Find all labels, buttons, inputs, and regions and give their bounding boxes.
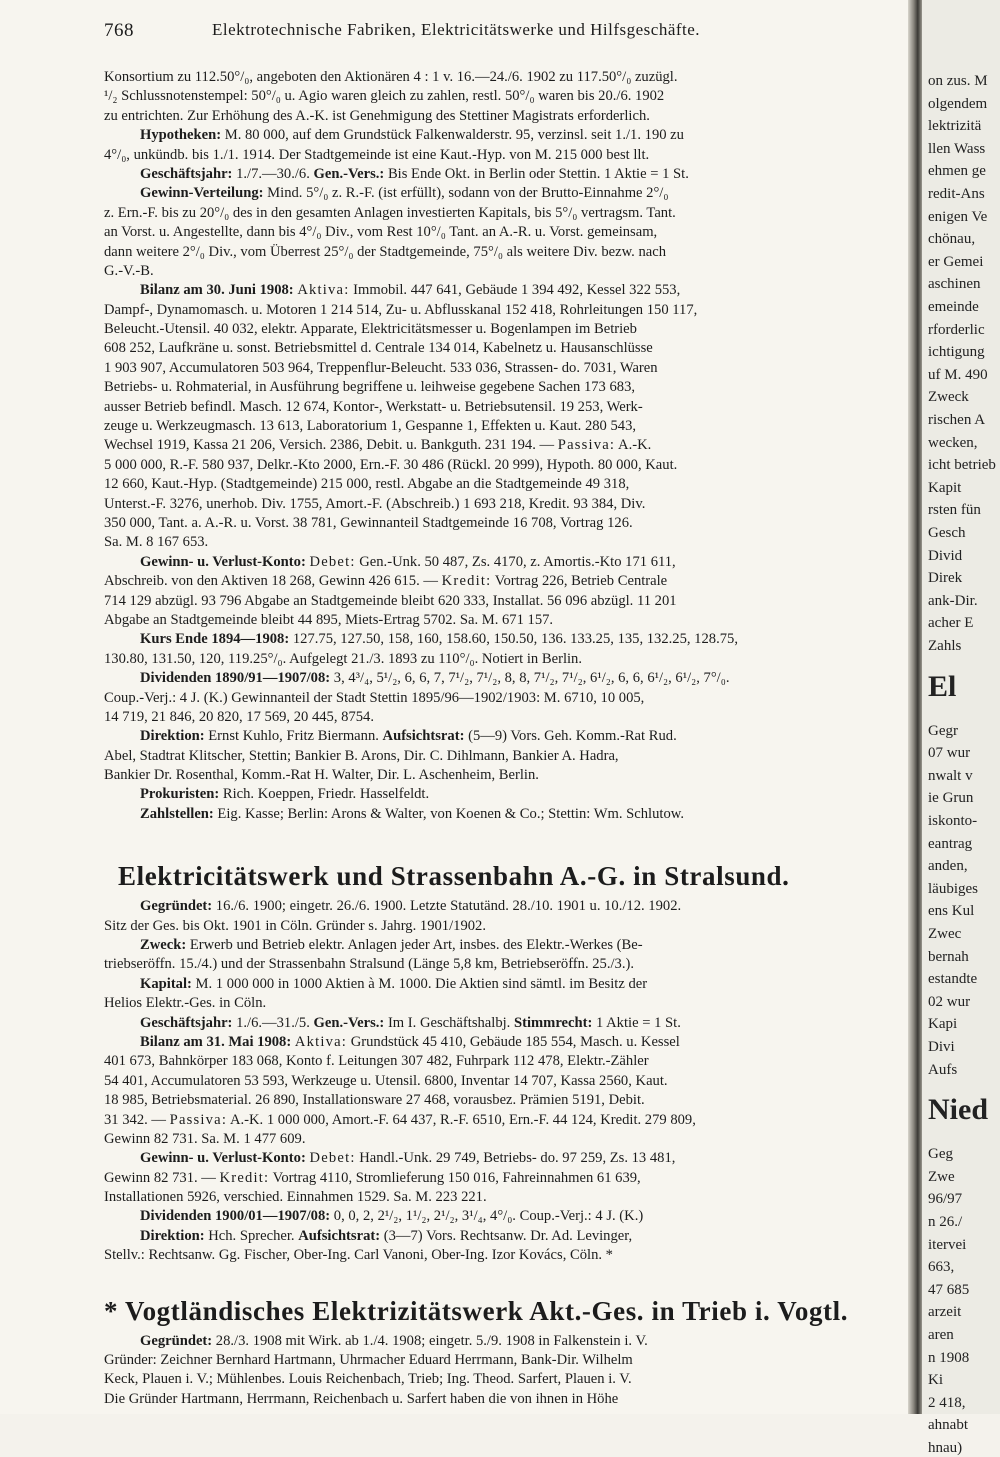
entry-text: Gewinn 82 731. Sa. M. 1 477 609. — [104, 1130, 306, 1147]
entry-text: Gen.-Unk. 50 487, Zs. 4170, z. Amortis.-Kto 171 611, — [355, 553, 676, 570]
text-line — [104, 146, 904, 165]
entry-label: Geschäftsjahr: — [140, 165, 233, 182]
entry-text: Mind. 5°/₀ z. R.-F. (ist erfüllt), sodann von der Brutto-Einnahme 2°/₀ — [263, 185, 669, 202]
text-line — [104, 223, 904, 242]
entry-text: 54 401, Accumulatoren 53 593, Werkzeuge u. Utensil. 6800, Inventar 14 707, Kassa 2560, Kaut. — [104, 1072, 668, 1089]
adjacent-page-fragment: er Gemei — [928, 253, 984, 270]
entry-text: Debet: — [309, 1150, 356, 1167]
entry-text: Sa. M. 8 167 653. — [104, 534, 209, 551]
text-line — [104, 708, 904, 727]
entry-text: Gewinn 82 731. — — [104, 1169, 220, 1186]
text-line — [104, 1072, 904, 1091]
entry-text: Im I. Geschäftshalbj. — [384, 1014, 514, 1031]
adjacent-page-fragment: iskonto- — [928, 813, 978, 829]
adjacent-page-fragment: ehmen ge — [928, 163, 986, 180]
text-line — [104, 262, 904, 281]
entry-text: Handl.-Unk. 29 749, Betriebs- do. 97 259, Zs. 13 481, — [355, 1150, 676, 1167]
text-line — [104, 495, 904, 514]
adjacent-page-fragment: Divid — [928, 547, 963, 564]
adjacent-page-fragment: enigen Ve — [928, 208, 988, 225]
entry-text: Bankier Dr. Rosenthal, Komm.-Rat H. Walter, Dir. L. Aschenheim, Berlin. — [104, 767, 539, 784]
text-line — [104, 1370, 904, 1389]
entry-label: Bilanz am 31. Mai 1908: — [140, 1033, 292, 1050]
entry-text: 350 000, Tant. a. A.-R. u. Vorst. 38 781, Gewinnanteil Stadtgemeinde 16 708, Vortrag 126. — [104, 514, 633, 531]
text-line — [104, 572, 904, 591]
entry-label: Dividenden 1900/01—1907/08: — [140, 1208, 331, 1225]
adjacent-page-fragment: rischen A — [928, 412, 986, 428]
text-line — [104, 936, 904, 955]
adjacent-page-fragment: on zus. M — [928, 73, 988, 89]
text-line — [104, 1207, 904, 1226]
adjacent-page-fragment: rforderlic — [928, 321, 985, 338]
text-line — [104, 1130, 904, 1149]
entry-label: Gen.-Vers.: — [313, 165, 385, 182]
adjacent-page-edge — [922, 0, 1000, 1456]
entry-text: A.-K. 1 000 000, Amort.-F. 64 437, R.-F. 6510, Ern.-F. 44 124, Kredit. 279 809, — [227, 1111, 696, 1128]
entry-text: Coup.-Verj.: 4 J. (K.) Gewinnanteil der Stadt Stettin 1895/96—1902/1903: M. 6710, 10 005, — [104, 689, 645, 706]
text-line — [104, 975, 904, 994]
company-heading-stralsund: Elektricitätswerk und Strassenbahn A.-G. in Stralsund. — [118, 861, 790, 892]
entry-text: 608 252, Laufkräne u. sonst. Betriebsmittel d. Centrale 134 014, Kabelnetz u. Hausanschlüsse — [104, 340, 653, 357]
adjacent-page-fragment: nwalt v — [928, 767, 973, 784]
entry-text: Passiva: — [557, 437, 616, 454]
text-line — [104, 766, 904, 785]
adjacent-page-fragment: eantrag — [928, 835, 973, 852]
adjacent-page-fragment: lektrizitä — [928, 118, 982, 135]
text-line — [104, 994, 904, 1013]
entry-text: zeuge u. Werkzeugmasch. 13 613, Laboratorium 1, Gespanne 1, Effekten u. Kaut. 280 543, — [104, 418, 637, 435]
entry-text: 14 719, 21 846, 20 820, 17 569, 20 445, 8754. — [104, 708, 374, 725]
entry-label: Geschäftsjahr: — [140, 1014, 233, 1031]
adjacent-page-fragment: redit-Ans — [928, 186, 985, 202]
adjacent-page-fragment: ahnabt — [928, 1417, 968, 1434]
entry-text: Wechsel 1919, Kassa 21 206, Versich. 2386, Debit. u. Bankguth. 231 194. — — [104, 437, 558, 454]
entry-text: triebseröffn. 15./4.) und der Strassenbahn Stralsund (Länge 5,8 km, Betriebseröffn. 25./3.). — [104, 956, 634, 973]
text-line — [104, 1111, 904, 1130]
entry-label: Gegründet: — [140, 1332, 213, 1349]
adjacent-page-fragment: Kapit — [928, 479, 962, 496]
entry-label: Zahlstellen: — [140, 805, 214, 822]
entry-text: Kredit: — [441, 573, 492, 590]
entry-text: Kredit: — [219, 1169, 270, 1186]
adjacent-page-fragment: Zweck — [928, 389, 969, 406]
entry-text: 127.75, 127.50, 158, 160, 158.60, 150.50, 136. 133.25, 135, 132.25, 128.75, — [289, 631, 738, 648]
entry-text: M. 80 000, auf dem Grundstück Falkenwalderstr. 95, verzinsl. seit 1./1. 190 zu — [221, 127, 684, 144]
entry-text: Aktiva: — [294, 1033, 348, 1050]
entry-text: Abgabe an Stadtgemeinde bleibt 44 895, Miets-Ertrag 5702. Sa. M. 671 157. — [104, 611, 554, 628]
entry-label: Hypotheken: — [140, 127, 222, 144]
entry-text: Bis Ende Okt. in Berlin oder Stettin. 1 Aktie = 1 St. — [384, 165, 689, 182]
adjacent-page-fragment: ichtigung — [928, 344, 985, 361]
adjacent-page-fragment: Direk — [928, 570, 963, 587]
entry-text: ¹/₂ Schlussnotenstempel: 50°/₀ u. Agio waren gleich zu zahlen, restl. 50°/₀ waren bis 20./6. 1902 — [104, 88, 665, 105]
adjacent-page-fragment: arzeit — [928, 1304, 962, 1321]
entry-label: Prokuristen: — [140, 786, 220, 803]
text-line — [104, 301, 904, 320]
entry-text: z. Ern.-F. bis zu 20°/₀ des in den gesamten Anlagen investierten Kapitals, bis 5°/₀ vertragsm. Tant. — [104, 204, 676, 221]
entry-text: Grundstück 45 410, Gebäude 185 554, Masch. u. Kessel — [347, 1033, 680, 1050]
entry-text: Konsortium zu 112.50°/₀, angeboten den Aktionären 4 : 1 v. 16.—24./6. 1902 zu 117.50°/₀ zuzügl. — [104, 69, 678, 85]
entry-text: Vortrag 4110, Stromlieferung 150 016, Fahreinnahmen 61 639, — [269, 1169, 641, 1186]
text-line — [104, 650, 904, 669]
entry-label: Gewinn-Verteilung: — [140, 185, 264, 202]
entry-label: Aufsichtsrat: — [382, 728, 465, 745]
entry-text: Aktiva: — [297, 282, 350, 299]
text-line — [104, 475, 904, 494]
text-line — [104, 1332, 904, 1351]
entry-label: Gen.-Vers.: — [313, 1014, 385, 1031]
text-line — [104, 897, 904, 916]
text-line — [104, 243, 904, 262]
entry-text: Helios Elektr.-Ges. in Cöln. — [104, 995, 267, 1012]
text-line — [104, 68, 904, 87]
text-line — [104, 514, 904, 533]
entry-text: 16./6. 1900; eingetr. 26./6. 1900. Letzte Statutänd. 28./10. 1901 u. 10./12. 1902. — [212, 898, 682, 915]
text-line — [104, 126, 904, 145]
running-title: Elektrotechnische Fabriken, Elektricitätswerke und Hilfsgeschäfte. — [212, 20, 701, 39]
entry-text: Rich. Koeppen, Friedr. Hasselfeldt. — [219, 786, 430, 803]
entry-text: 714 129 abzügl. 93 796 Abgabe an Stadtgemeinde bleibt 620 333, Installat. 56 096 abzügl. 11 201 — [104, 592, 677, 609]
entry-text: Sitz der Ges. bis Okt. 1901 in Cöln. Gründer s. Jahrg. 1901/1902. — [104, 917, 486, 934]
text-line — [104, 1246, 904, 1265]
adjacent-page-fragment: Geg — [928, 1146, 953, 1163]
adjacent-page-fragment: Zwec — [928, 926, 962, 942]
entry-text: Vortrag 226, Betrieb Centrale — [491, 573, 668, 590]
entry-label: Zweck: — [140, 937, 187, 954]
text-line — [104, 417, 904, 436]
adjacent-page-fragment: 47 685 — [928, 1281, 970, 1298]
entry-text: Immobil. 447 641, Gebäude 1 394 492, Kessel 322 553, — [349, 282, 681, 299]
text-line — [104, 689, 904, 708]
text-line — [104, 339, 904, 358]
entry-text: Erwerb und Betrieb elektr. Anlagen jeder Art, insbes. des Elektr.-Werkes (Be- — [186, 937, 643, 954]
text-line — [104, 669, 904, 688]
stralsund-entry — [104, 897, 904, 1265]
adjacent-page-fragment: acher E — [928, 615, 974, 632]
text-line — [104, 630, 904, 649]
entry-text: Betriebs- u. Rohmaterial, in Ausführung begriffene u. leihweise gegebene Sachen 173 683, — [104, 379, 636, 396]
entry-label: Bilanz am 30. Juni 1908: — [140, 282, 294, 299]
entry-text: 130.80, 131.50, 120, 119.25°/₀. Aufgelegt 21./3. 1893 zu 110°/₀. Notiert in Berlin. — [104, 650, 582, 667]
book-gutter — [908, 0, 922, 1414]
text-line — [104, 785, 904, 804]
entry-label: Gewinn- u. Verlust-Konto: — [140, 1150, 306, 1167]
entry-text: 5 000 000, R.-F. 580 937, Delkr.-Kto 2000, Ern.-F. 30 486 (Rückl. 20 999), Hypoth. 80 000, Kaut. — [104, 456, 678, 473]
entry-text: 4°/₀, unkündb. bis 1./1. 1914. Der Stadtgemeinde ist eine Kaut.-Hyp. von M. 215 000 best llt. — [104, 146, 650, 163]
text-line — [104, 378, 904, 397]
entry-text: Hch. Sprecher. — [204, 1227, 299, 1244]
entry-text: M. 1 000 000 in 1000 Aktien à M. 1000. Die Aktien sind sämtl. im Besitz der — [191, 975, 648, 992]
adjacent-page-fragment: aschinen — [928, 276, 981, 293]
entry-text: 18 985, Betriebsmaterial. 26 890, Installationsware 27 468, vorausbez. Prämien 5191, Debit. — [104, 1092, 645, 1109]
entry-text: 1./6.—31./5. — [232, 1014, 314, 1031]
entry-text: Dampf-, Dynamomasch. u. Motoren 1 214 514, Zu- u. Abflusskanal 152 418, Rohrleitungen 150 117, — [104, 301, 698, 318]
text-line — [104, 359, 904, 378]
entry-text: Stellv.: Rechtsanw. Gg. Fischer, Ober-Ing. Carl Vanoni, Ober-Ing. Izor Kovács, Cöln. * — [104, 1247, 613, 1264]
adjacent-page-fragment: wecken, — [928, 434, 978, 451]
adjacent-page-fragment: ens Kul — [928, 903, 975, 920]
entry-text: Passiva: — [169, 1111, 228, 1128]
text-line — [104, 87, 904, 106]
entry-text: Eig. Kasse; Berlin: Arons & Walter, von Koenen & Co.; Stettin: Wm. Schlutow. — [213, 805, 684, 822]
entry-text: Installationen 5926, verschied. Einnahmen 1529. Sa. M. 223 221. — [104, 1189, 487, 1206]
adjacent-page-fragment: itervei — [928, 1236, 967, 1253]
text-line — [104, 747, 904, 766]
page-body — [104, 68, 904, 1409]
page-header — [104, 20, 894, 46]
adjacent-page-fragment: rsten fün — [928, 502, 981, 519]
text-line — [104, 1188, 904, 1207]
entry-text: 401 673, Bahnkörper 183 068, Konto f. Leitungen 307 482, Fuhrpark 112 478, Elektr.-Zähler — [104, 1053, 649, 1070]
entry-text: dann weitere 2°/₀ Div., vom Überrest 25°/₀ der Stadtgemeinde, 75°/₀ als weitere Div. bezw. nach — [104, 243, 667, 260]
entry-label: Gewinn- u. Verlust-Konto: — [140, 553, 306, 570]
adjacent-page-fragment: hnau) — [928, 1440, 963, 1456]
text-line — [104, 165, 904, 184]
adjacent-page-fragment: Zahls — [928, 638, 962, 654]
text-line — [104, 553, 904, 572]
text-line — [104, 1052, 904, 1071]
entry-text: Beleucht.-Utensil. 40 032, elektr. Apparate, Elektricitätsmesser u. Bogenlampen im Betrieb — [104, 321, 637, 338]
text-line — [104, 281, 904, 300]
entry-text: Gründer: Zeichner Bernhard Hartmann, Uhrmacher Eduard Herrmann, Bank-Dir. Wilhelm — [104, 1352, 633, 1369]
entry-label: Kapital: — [140, 975, 192, 992]
text-line — [104, 533, 904, 552]
text-line — [104, 1091, 904, 1110]
text-line — [104, 611, 904, 630]
adjacent-page-fragment: 2 418, — [928, 1394, 966, 1411]
adjacent-page-fragment: n 26./ — [928, 1214, 963, 1230]
text-line — [104, 917, 904, 936]
adjacent-page-fragment: ank-Dir. — [928, 592, 978, 609]
entry-text: (5—9) Vors. Geh. Komm.-Rat Rud. — [464, 728, 677, 745]
adjacent-page-fragment: anden, — [928, 858, 968, 875]
adjacent-page-fragment: 96/97 — [928, 1191, 963, 1208]
vogtlaendisches-entry — [104, 1332, 904, 1410]
text-line — [104, 456, 904, 475]
entry-text: Abschreib. von den Aktiven 18 268, Gewinn 426 615. — — [104, 573, 442, 590]
adjacent-page-fragment: n 1908 — [928, 1349, 970, 1366]
entry-text: 1./7.—30./6. — [232, 165, 314, 182]
text-line — [104, 184, 904, 203]
entry-label: Direktion: — [140, 1227, 205, 1244]
adjacent-page-fragment: Zwe — [928, 1168, 955, 1185]
page-number: 768 — [104, 20, 134, 41]
entry-text: Ernst Kuhlo, Fritz Biermann. — [204, 728, 383, 745]
adjacent-page-fragment: Ki — [928, 1372, 943, 1389]
entry-text: Unterst.-F. 3276, unerhob. Div. 1755, Amort.-F. (Abschreib.) 1 693 218, Kredit. 93 384, Div. — [104, 495, 646, 512]
entry-label: Gegründet: — [140, 898, 213, 915]
entry-label: Stimmrecht: — [513, 1014, 593, 1031]
adjacent-page-fragment: Kapi — [928, 1016, 958, 1033]
entry-text: 0, 0, 2, 2¹/₂, 1¹/₂, 2¹/₂, 3¹/₄, 4°/₀. Coup.-Verj.: 4 J. (K.) — [330, 1208, 644, 1225]
adjacent-page-fragment: 663, — [928, 1259, 955, 1276]
adjacent-page-fragment: Divi — [928, 1039, 955, 1055]
adjacent-page-fragment: emeinde — [928, 299, 979, 315]
text-line — [104, 955, 904, 974]
text-line — [104, 727, 904, 746]
text-line — [104, 1227, 904, 1246]
company-heading-vogtlaendisches: * Vogtländisches Elektrizitätswerk Akt.-Ges. in Trieb i. Vogtl. — [104, 1295, 849, 1326]
text-line — [104, 107, 904, 126]
text-line — [104, 1014, 904, 1033]
entry-label: Aufsichtsrat: — [298, 1227, 381, 1244]
adjacent-page-fragment: icht betrieb — [928, 457, 996, 474]
adjacent-page-fragment: aren — [928, 1327, 954, 1343]
entry-text: G.-V.-B. — [104, 262, 154, 279]
text-line — [104, 1351, 904, 1370]
entry-text: Abel, Stadtrat Klitscher, Stettin; Bankier B. Arons, Dir. C. Dihlmann, Bankier A. Hadra, — [104, 747, 619, 764]
entry-text: 12 660, Kaut.-Hyp. (Stadtgemeinde) 215 000, restl. Abgabe an die Stadtgemeinde 49 318, — [104, 476, 630, 493]
text-line — [104, 398, 904, 417]
entry-label: Direktion: — [140, 728, 205, 745]
entry-text: (3—7) Vors. Rechtsanw. Dr. Ad. Levinger, — [380, 1227, 633, 1244]
text-line — [104, 1149, 904, 1168]
text-line — [104, 592, 904, 611]
text-line — [104, 320, 904, 339]
entry-text: 3, 4³/₄, 5¹/₂, 6, 6, 7, 7¹/₂, 7¹/₂, 8, 8, 7¹/₂, 7¹/₂, 6¹/₂, 6, 6, 6¹/₂, 6¹/₂, 7°/₀. — [330, 670, 730, 687]
text-line — [104, 1390, 904, 1409]
entry-text: zu entrichten. Zur Erhöhung des A.-K. ist Genehmigung des Stettiner Magistrats erforderlich. — [104, 107, 650, 124]
adjacent-page-fragment: Aufs — [928, 1061, 958, 1078]
entry-label: Kurs Ende 1894—1908: — [140, 631, 290, 648]
entry-text: ausser Betrieb befindl. Masch. 12 674, Kontor-, Werkstatt- u. Betriebsutensil. 19 253, Werk- — [104, 398, 643, 415]
adjacent-page-fragment: olgendem — [928, 95, 988, 112]
adjacent-page-fragment: uf M. 490 — [928, 366, 988, 383]
entry-label: Dividenden 1890/91—1907/08: — [140, 670, 331, 687]
adjacent-page-fragment: bernah — [928, 948, 969, 965]
entry-text: 28./3. 1908 mit Wirk. ab 1./4. 1908; eingetr. 5./9. 1908 in Falkenstein i. V. — [212, 1332, 648, 1349]
adjacent-page-fragment: ie Grun — [928, 790, 974, 807]
adjacent-page-fragment: estandte — [928, 971, 978, 988]
text-line — [104, 436, 904, 455]
text-line — [104, 1169, 904, 1188]
adjacent-page-fragment: läubiges — [928, 880, 978, 897]
adjacent-page-fragment: Gesch — [928, 525, 966, 541]
entry-text: 1 903 907, Accumulatoren 503 964, Treppenflur-Beleucht. 533 036, Strassen- do. 7031, Waren — [104, 359, 658, 376]
entry-text: Debet: — [309, 553, 356, 570]
adjacent-page-fragment: Nied — [928, 1093, 988, 1127]
entry-text: an Vorst. u. Angestellte, dann bis 4°/₀ Div., vom Rest 10°/₀ Tant. an A.-R. u. Vorst. gemeinsam, — [104, 224, 658, 241]
adjacent-page-fragment: llen Wass — [928, 140, 986, 157]
text-line — [104, 1033, 904, 1052]
entry-text: Keck, Plauen i. V.; Mühlenbes. Louis Reichenbach, Trieb; Ing. Theod. Sarfert, Plauen i. V. — [104, 1371, 632, 1388]
adjacent-page-fragment: 07 wur — [928, 745, 971, 762]
adjacent-page-fragment: Gegr — [928, 722, 958, 739]
adjacent-page-fragment: 02 wur — [928, 993, 971, 1010]
entry-text: 1 Aktie = 1 St. — [592, 1014, 681, 1031]
entry-text: A.-K. — [615, 437, 652, 454]
stettin-entry-continued — [104, 68, 904, 824]
entry-text: Die Gründer Hartmann, Herrmann, Reichenbach u. Sarfert haben die von ihnen in Höhe — [104, 1390, 619, 1407]
adjacent-page-fragment: El — [928, 669, 957, 703]
adjacent-page-fragment: chönau, — [928, 231, 976, 248]
entry-text: 31 342. — — [104, 1111, 170, 1128]
text-line — [104, 805, 904, 824]
text-line — [104, 204, 904, 223]
